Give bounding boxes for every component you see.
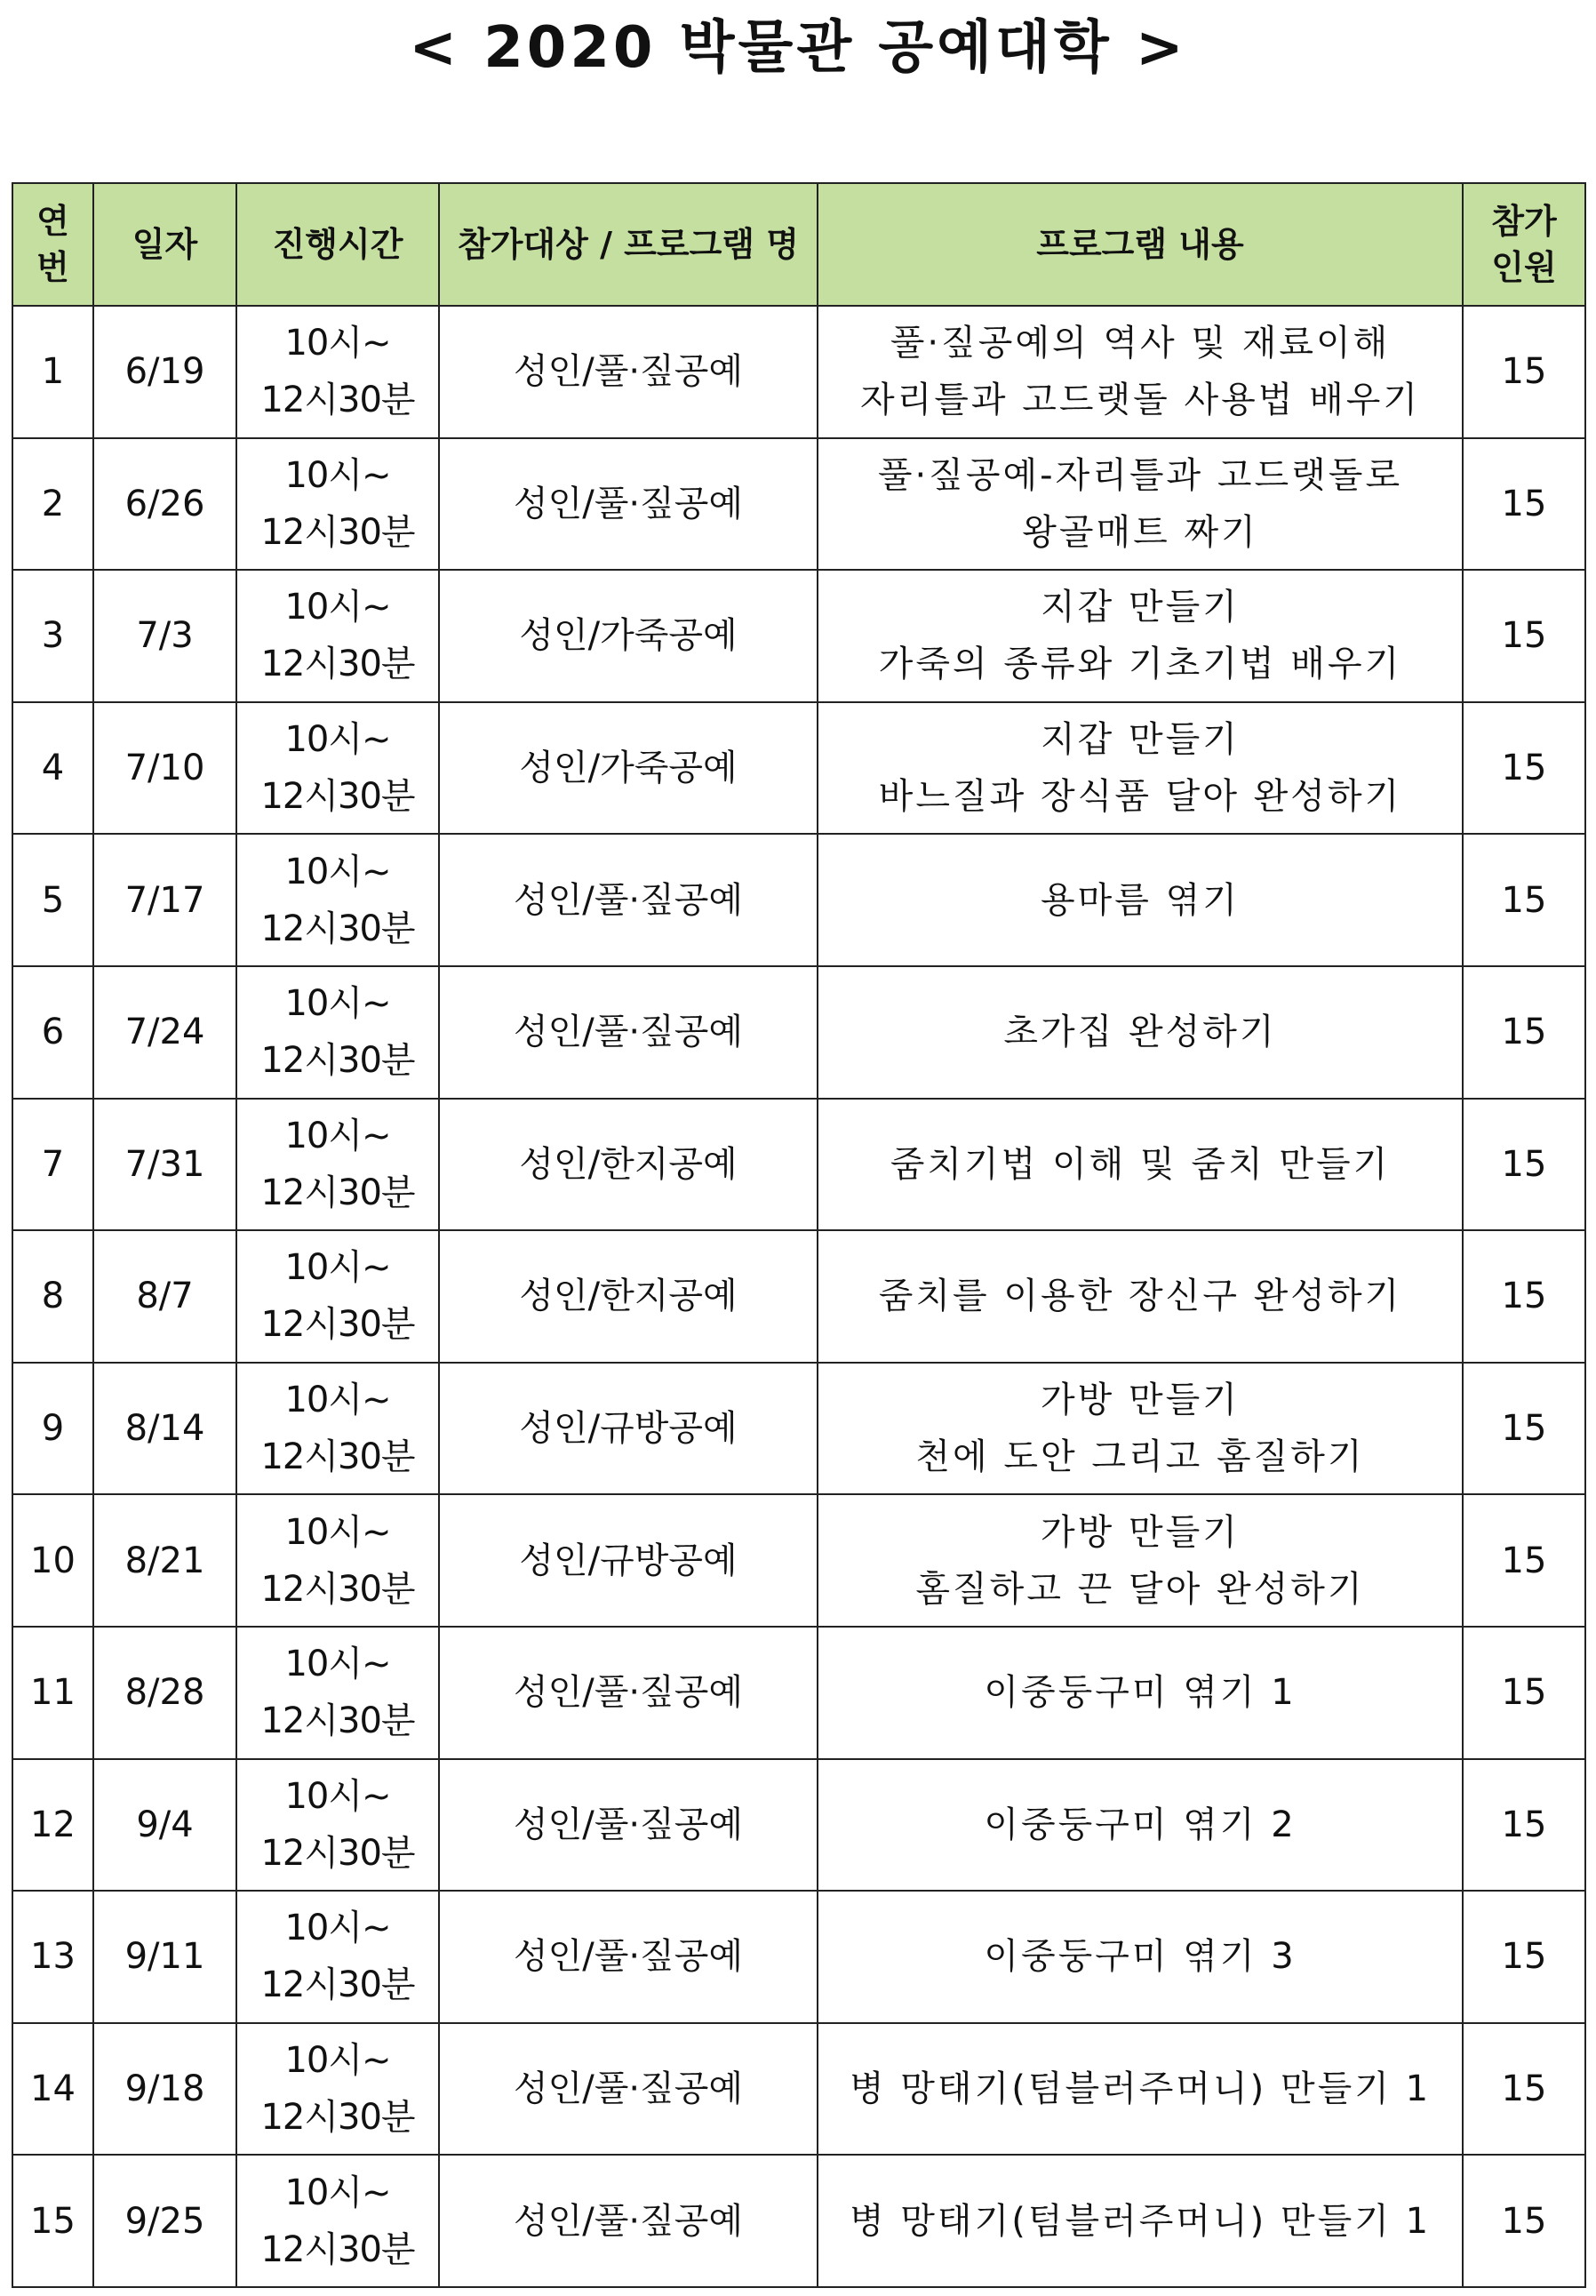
header-label: 번 (36, 248, 69, 287)
cell-no: 2 (12, 438, 93, 571)
cell-date: 7/10 (93, 702, 236, 835)
cell-content (818, 438, 1463, 571)
cell-date: 8/7 (93, 1230, 236, 1363)
cell-content (818, 1627, 1463, 1759)
cell-program: 성인/풀·짚공예 (439, 834, 818, 966)
header-label: 일자 (132, 225, 198, 264)
cell-time-line: 10시~ (284, 851, 391, 892)
cell-content (818, 1099, 1463, 1231)
cell-capacity: 15 (1463, 1627, 1585, 1759)
cell-capacity: 15 (1463, 306, 1585, 438)
cell-date: 7/3 (93, 570, 236, 702)
header-label: 연 (36, 202, 69, 241)
cell-content-line: 병 망태기(텀블러주머니) 만들기 1 (849, 2200, 1432, 2242)
cell-program: 성인/풀·짚공예 (439, 438, 818, 571)
cell-content (818, 702, 1463, 835)
cell-content (818, 1891, 1463, 2023)
table-row (12, 1099, 1585, 1231)
table-row (12, 570, 1585, 702)
cell-time-line: 10시~ (284, 323, 391, 364)
cell-content-line: 이중둥구미 엮기 2 (984, 1804, 1297, 1845)
cell-time (236, 702, 439, 835)
table-row (12, 1363, 1585, 1495)
cell-capacity: 15 (1463, 1494, 1585, 1627)
cell-date: 9/11 (93, 1891, 236, 2023)
cell-content-line: 풀·짚공예-자리틀과 고드랫돌로 (877, 454, 1403, 496)
cell-time-line: 10시~ (284, 1775, 391, 1817)
header-capacity (1463, 183, 1585, 306)
cell-content (818, 1230, 1463, 1363)
cell-time-line: 10시~ (284, 1511, 391, 1553)
header-program (439, 183, 818, 306)
cell-program: 성인/풀·짚공예 (439, 2023, 818, 2156)
header-time (236, 183, 439, 306)
header-no (12, 183, 93, 306)
cell-content-line: 가방 만들기 (1041, 1511, 1240, 1553)
cell-program: 성인/풀·짚공예 (439, 2155, 818, 2287)
table-row (12, 2023, 1585, 2156)
cell-date: 6/26 (93, 438, 236, 571)
cell-time (236, 1230, 439, 1363)
cell-program: 성인/가죽공예 (439, 702, 818, 835)
cell-content-line: 가죽의 종류와 기초기법 배우기 (878, 644, 1402, 685)
table-row (12, 1891, 1585, 2023)
table-row (12, 1627, 1585, 1759)
header-label: 인원 (1491, 248, 1557, 287)
cell-content (818, 1759, 1463, 1892)
cell-time-line: 12시30분 (260, 1040, 415, 1082)
cell-content-line: 왕골매트 짜기 (1022, 511, 1258, 553)
cell-program: 성인/가죽공예 (439, 570, 818, 702)
table-row (12, 1230, 1585, 1363)
cell-program: 성인/풀·짚공예 (439, 966, 818, 1099)
cell-capacity: 15 (1463, 1759, 1585, 1892)
header-date (93, 183, 236, 306)
header-label: 진행시간 (272, 225, 403, 264)
cell-content (818, 1363, 1463, 1495)
cell-content-line: 천에 도안 그리고 홈질하기 (915, 1436, 1365, 1478)
cell-date: 8/14 (93, 1363, 236, 1495)
cell-time-line: 10시~ (284, 1908, 391, 1949)
cell-content (818, 1494, 1463, 1627)
cell-time-line: 10시~ (284, 719, 391, 761)
cell-no: 7 (12, 1099, 93, 1231)
cell-capacity: 15 (1463, 2023, 1585, 2156)
cell-time-line: 12시30분 (260, 1832, 415, 1874)
cell-time (236, 1891, 439, 2023)
cell-no: 6 (12, 966, 93, 1099)
header-label: 참가대상 / 프로그램 명 (458, 225, 799, 264)
cell-content-line: 병 망태기(텀블러주머니) 만들기 1 (849, 2068, 1432, 2110)
cell-no: 9 (12, 1363, 93, 1495)
cell-time (236, 1363, 439, 1495)
cell-time-line: 10시~ (284, 1644, 391, 1685)
header-label: 참가 (1491, 202, 1557, 241)
table-header-row (12, 183, 1585, 306)
cell-program: 성인/풀·짚공예 (439, 1759, 818, 1892)
cell-content-line: 용마름 엮기 (1041, 879, 1240, 921)
cell-time-line: 10시~ (284, 1380, 391, 1421)
cell-capacity: 15 (1463, 2155, 1585, 2287)
cell-time-line: 12시30분 (260, 1964, 415, 2006)
cell-program: 성인/규방공예 (439, 1363, 818, 1495)
cell-time (236, 1627, 439, 1759)
cell-time-line: 12시30분 (260, 380, 415, 421)
cell-program: 성인/한지공예 (439, 1230, 818, 1363)
cell-content-line: 홈질하고 끈 달아 완성하기 (915, 1568, 1365, 1610)
cell-capacity: 15 (1463, 966, 1585, 1099)
cell-content-line: 초가집 완성하기 (1003, 1012, 1277, 1053)
program-schedule-table (12, 182, 1586, 2288)
cell-time-line: 12시30분 (260, 1700, 415, 1742)
header-content (818, 183, 1463, 306)
cell-time (236, 966, 439, 1099)
cell-time-line: 10시~ (284, 1247, 391, 1289)
cell-no: 8 (12, 1230, 93, 1363)
cell-content (818, 570, 1463, 702)
cell-time-line: 10시~ (284, 2172, 391, 2213)
table-row (12, 1494, 1585, 1627)
cell-program: 성인/한지공예 (439, 1099, 818, 1231)
cell-date: 9/25 (93, 2155, 236, 2287)
cell-time (236, 1494, 439, 1627)
cell-content (818, 306, 1463, 438)
table-row (12, 438, 1585, 571)
cell-content-line: 풀·짚공예의 역사 및 재료이해 (890, 323, 1391, 364)
cell-content (818, 966, 1463, 1099)
document-title: < 2020 박물관 공예대학 > (409, 15, 1187, 81)
header-label: 프로그램 내용 (1036, 225, 1244, 264)
cell-date: 6/19 (93, 306, 236, 438)
cell-time (236, 2155, 439, 2287)
cell-content-line: 이중둥구미 엮기 3 (984, 1936, 1297, 1978)
cell-program: 성인/풀·짚공예 (439, 1627, 818, 1759)
cell-time-line: 12시30분 (260, 776, 415, 818)
cell-no: 13 (12, 1891, 93, 2023)
cell-time-line: 12시30분 (260, 644, 415, 685)
cell-time (236, 570, 439, 702)
cell-time-line: 12시30분 (260, 2097, 415, 2139)
cell-capacity: 15 (1463, 1230, 1585, 1363)
cell-no: 1 (12, 306, 93, 438)
cell-time-line: 10시~ (284, 587, 391, 628)
cell-date: 8/21 (93, 1494, 236, 1627)
cell-no: 15 (12, 2155, 93, 2287)
cell-content-line: 이중둥구미 엮기 1 (984, 1672, 1297, 1714)
cell-time (236, 1759, 439, 1892)
cell-capacity: 15 (1463, 438, 1585, 571)
cell-content-line: 줌치기법 이해 및 줌치 만들기 (890, 1143, 1391, 1185)
cell-time-line: 12시30분 (260, 1568, 415, 1610)
cell-content (818, 834, 1463, 966)
cell-content (818, 2155, 1463, 2287)
cell-time (236, 2023, 439, 2156)
cell-content-line: 바느질과 장식품 달아 완성하기 (878, 776, 1402, 818)
cell-no: 12 (12, 1759, 93, 1892)
cell-time-line: 12시30분 (260, 1304, 415, 1346)
cell-date: 9/4 (93, 1759, 236, 1892)
cell-capacity: 15 (1463, 1363, 1585, 1495)
cell-time-line: 12시30분 (260, 908, 415, 949)
table-row (12, 1759, 1585, 1892)
cell-capacity: 15 (1463, 1099, 1585, 1231)
cell-date: 8/28 (93, 1627, 236, 1759)
cell-no: 3 (12, 570, 93, 702)
table-row (12, 306, 1585, 438)
cell-time (236, 1099, 439, 1231)
cell-content-line: 자리틀과 고드랫돌 사용법 배우기 (859, 380, 1421, 421)
cell-program: 성인/규방공예 (439, 1494, 818, 1627)
table-row (12, 2155, 1585, 2287)
cell-date: 7/17 (93, 834, 236, 966)
cell-date: 7/31 (93, 1099, 236, 1231)
table-row (12, 834, 1585, 966)
cell-capacity: 15 (1463, 702, 1585, 835)
cell-time-line: 12시30분 (260, 1436, 415, 1478)
cell-content-line: 줌치를 이용한 장신구 완성하기 (878, 1276, 1402, 1317)
cell-no: 14 (12, 2023, 93, 2156)
cell-content-line: 지갑 만들기 (1041, 587, 1240, 628)
cell-capacity: 15 (1463, 1891, 1585, 2023)
table-row (12, 702, 1585, 835)
cell-no: 10 (12, 1494, 93, 1627)
cell-time-line: 10시~ (284, 983, 391, 1025)
cell-time-line: 12시30분 (260, 511, 415, 553)
cell-content (818, 2023, 1463, 2156)
cell-time-line: 12시30분 (260, 1172, 415, 1213)
cell-time-line: 10시~ (284, 2040, 391, 2082)
cell-time-line: 12시30분 (260, 2228, 415, 2270)
cell-capacity: 15 (1463, 834, 1585, 966)
table-body (12, 306, 1585, 2287)
cell-no: 4 (12, 702, 93, 835)
cell-no: 5 (12, 834, 93, 966)
table-row (12, 966, 1585, 1099)
cell-time (236, 306, 439, 438)
cell-time-line: 10시~ (284, 454, 391, 496)
cell-date: 9/18 (93, 2023, 236, 2156)
cell-date: 7/24 (93, 966, 236, 1099)
cell-no: 11 (12, 1627, 93, 1759)
cell-program: 성인/풀·짚공예 (439, 306, 818, 438)
cell-time (236, 834, 439, 966)
cell-content-line: 지갑 만들기 (1041, 719, 1240, 761)
cell-content-line: 가방 만들기 (1041, 1380, 1240, 1421)
cell-capacity: 15 (1463, 570, 1585, 702)
cell-time-line: 10시~ (284, 1115, 391, 1156)
cell-time (236, 438, 439, 571)
cell-program: 성인/풀·짚공예 (439, 1891, 818, 2023)
